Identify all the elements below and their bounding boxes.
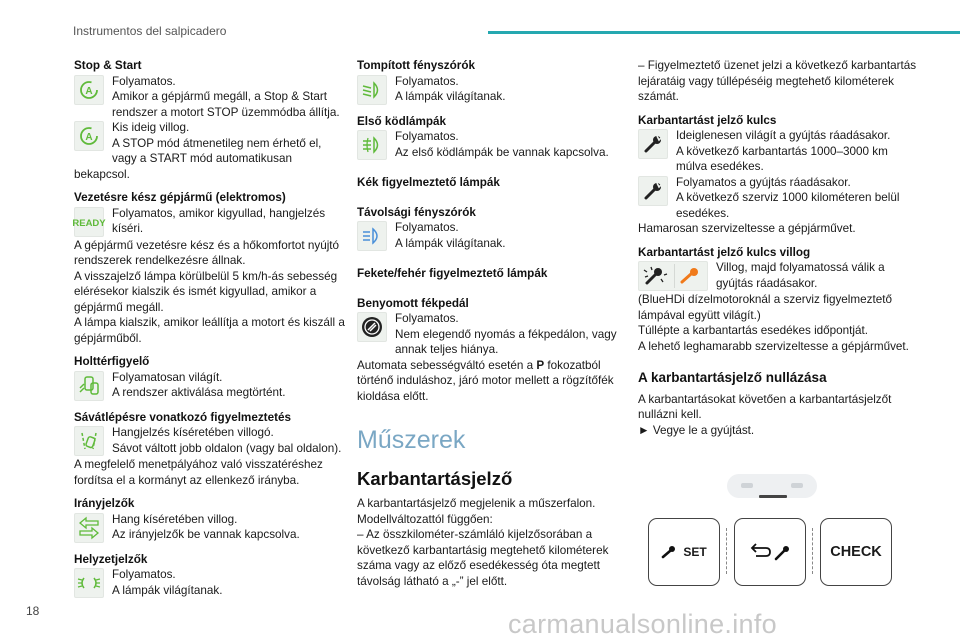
spanner-para: Hamarosan szervizeltesse a gépjárművet. xyxy=(638,222,856,235)
lane-para: A megfelelő menetpályához való visszatéréshez fordítsa el a kormányt az ellenkező irányba. xyxy=(74,458,323,487)
ready-para-2: A visszajelző lámpa körülbelül 5 km/h-ás sebesség elérésekor kialszik és ismét kigyullad, amikor a gépjármű megáll. xyxy=(74,269,338,314)
sidelights-icon xyxy=(74,568,104,598)
running-header: Instrumentos del salpicadero xyxy=(73,24,227,38)
main-beam-desc: A lámpák világítanak. xyxy=(395,236,506,250)
position-desc: A lámpák világítanak. xyxy=(112,583,223,597)
spanner-icon xyxy=(638,176,668,206)
brake-continuous: Folyamatos. xyxy=(395,312,459,325)
column-1 xyxy=(74,58,346,599)
spanner-flash-para-3: A lehető leghamarabb szervizeltesse a gépjárművet. xyxy=(638,339,909,353)
button-divider xyxy=(726,528,727,574)
blind-spot-row xyxy=(74,370,346,402)
main-beam-row xyxy=(357,220,619,252)
spanner-row-1 xyxy=(638,128,918,175)
return-spanner-button[interactable] xyxy=(734,518,806,586)
spanner-icon xyxy=(661,545,679,559)
stop-start-flashing-desc: A STOP mód átmenetileg nem érhető el, vagy a START mód automatikusan bekapcsol. xyxy=(74,136,322,181)
indicators-flashing: Hang kíséretében villog. xyxy=(112,512,238,526)
spanner-icon xyxy=(638,129,668,159)
ready-title: Vezetésre kész gépjármű (elektromos) xyxy=(74,191,286,204)
section-title: Műszerek xyxy=(357,426,466,454)
fog-continuous: Folyamatos. xyxy=(395,130,459,143)
brake-title: Benyomott fékpedál xyxy=(357,296,469,310)
position-title: Helyzetjelzők xyxy=(74,552,148,566)
dipped-row xyxy=(357,74,619,106)
spanner-row-2 xyxy=(638,175,918,222)
lane-flashing: Hangjelzés kíséretében villogó. xyxy=(112,426,274,439)
stop-start-continuous: Folyamatos. xyxy=(112,74,176,88)
service-para-3: – Az összkilométer-számláló kijelzősorában a következő karbantartásig megtehető kilométerek száma vagy az előző esedékesség óta megtett távolság látható a „-” jel előtt. xyxy=(357,528,609,588)
lane-departure-icon xyxy=(74,426,104,456)
spanner-flash-row xyxy=(638,260,918,292)
svg-text:A: A xyxy=(85,132,93,143)
dipped-beam-icon xyxy=(357,75,387,105)
brake-row xyxy=(357,311,619,358)
display-dash xyxy=(759,495,787,498)
service-para-4: – Figyelmeztető üzenet jelzi a következő karbantartás lejáratáig vagy túllépéséig megtehető kilométerek számát. xyxy=(638,59,917,103)
reset-title: A karbantartásjelző nullázása xyxy=(638,370,827,385)
main-beam-icon xyxy=(357,221,387,251)
reset-para-2: ► Vegye le a gyújtást. xyxy=(638,423,755,437)
ready-row xyxy=(74,206,346,238)
brake-para xyxy=(357,358,619,405)
brake-para-a: Automata sebességváltó esetén a xyxy=(357,358,537,372)
set-button[interactable] xyxy=(648,518,720,586)
brake-para-c: fokozatból történő induláshoz, járó motor mellett a rögzítőfék kioldása előtt. xyxy=(357,358,614,403)
spanner-flash-title: Karbantartást jelző kulcs villog xyxy=(638,245,811,259)
bw-lamps-title: Fekete/fehér figyelmeztető lámpák xyxy=(357,267,548,280)
blue-lamps-title: Kék figyelmeztető lámpák xyxy=(357,176,500,189)
display-segment xyxy=(791,483,803,488)
brake-para-p: P xyxy=(536,358,545,372)
set-button-label: SET xyxy=(683,545,707,559)
page-number: 18 xyxy=(26,604,40,618)
spanner-flash-para-2: Túllépte a karbantartás esedékes időpontját. xyxy=(638,324,869,337)
position-row xyxy=(74,567,346,599)
indicators-desc: Az irányjelzők be vannak kapcsolva. xyxy=(112,528,300,541)
main-beam-continuous: Folyamatos. xyxy=(395,221,459,234)
indicators-title: Irányjelzők xyxy=(74,497,135,510)
fog-title: Első ködlámpák xyxy=(357,114,446,128)
column-3 xyxy=(638,58,918,438)
fog-desc: Az első ködlámpák be vannak kapcsolva. xyxy=(395,145,609,159)
odometer-display-illustration xyxy=(727,474,817,498)
spanner-flash-para-1: (BlueHDi dízelmotoroknál a szerviz figyelmeztető lámpával együtt világít.) xyxy=(638,293,892,322)
blind-spot-title: Holttérfigyelő xyxy=(74,355,150,368)
blind-spot-desc: A rendszer aktiválása megtörtént. xyxy=(112,386,286,399)
blind-spot-continuous: Folyamatosan világít. xyxy=(112,370,223,384)
spanner-continuous-desc: A következő szerviz 1000 kilométeren belül esedékes. xyxy=(676,191,900,220)
dipped-title: Tompított fényszórók xyxy=(357,59,475,72)
spanner-continuous: Folyamatos a gyújtás ráadásakor. xyxy=(676,175,851,189)
stop-start-flashing: Kis ideig villog. xyxy=(112,121,190,134)
service-para-2: Modellváltozattól függően: xyxy=(357,512,493,526)
service-title: Karbantartásjelző xyxy=(357,468,513,489)
position-continuous: Folyamatos. xyxy=(112,568,176,581)
service-para-1: A karbantartásjelző megjelenik a műszerfalon. xyxy=(357,497,596,510)
turn-signal-icon xyxy=(74,513,104,543)
ready-desc: Folyamatos, amikor kigyullad, hangjelzés kíséri. xyxy=(112,206,326,235)
reset-para-1: A karbantartásokat követően a karbantartásjelzőt nullázni kell. xyxy=(638,392,892,421)
lane-row xyxy=(74,425,346,457)
fog-row xyxy=(357,129,619,161)
svg-text:READY: READY xyxy=(72,217,106,229)
column-2 xyxy=(357,58,619,589)
dipped-desc: A lámpák világítanak. xyxy=(395,90,506,103)
check-button-label: CHECK xyxy=(830,544,882,560)
spanner-flashing-icon xyxy=(638,261,708,291)
ready-para-1: A gépjármű vezetésre kész és a hőkomfortot nyújtó rendszerek rendelkezésre állnak. xyxy=(74,238,340,267)
check-button[interactable] xyxy=(820,518,892,586)
button-divider xyxy=(812,528,813,574)
main-beam-title: Távolsági fényszórók xyxy=(357,205,476,219)
stop-start-title: Stop & Start xyxy=(74,59,142,72)
front-fog-icon xyxy=(357,130,387,160)
stop-start-continuous-desc: Amikor a gépjármű megáll, a Stop & Start rendszer a motort STOP üzemmódba állítja. xyxy=(112,90,340,119)
lane-title: Sávátlépésre vonatkozó figyelmeztetés xyxy=(74,410,291,424)
return-arrow-icon xyxy=(748,543,792,561)
header-accent-bar xyxy=(488,31,960,34)
svg-text:A: A xyxy=(85,85,93,97)
spanner-temp: Ideiglenesen világít a gyújtás ráadásakor. xyxy=(676,129,891,142)
ready-para-3: A lámpa kialszik, amikor leállítja a motort és kiszáll a gépjárműből. xyxy=(74,316,345,345)
stop-start-auto-icon xyxy=(74,75,104,105)
spanner-title: Karbantartást jelző kulcs xyxy=(638,113,777,127)
stop-start-auto-icon xyxy=(74,121,104,151)
stop-start-row-1 xyxy=(74,74,346,121)
ready-icon xyxy=(74,207,104,237)
brake-pedal-icon xyxy=(357,312,387,342)
spanner-temp-desc: A következő karbantartás 1000–3000 km múlva esedékes. xyxy=(676,144,888,173)
spanner-flash-desc: Villog, majd folyamatossá válik a gyújtás ráadásakor. xyxy=(716,261,885,290)
watermark: carmanualsonline.info xyxy=(508,609,777,639)
blind-spot-icon xyxy=(74,371,104,401)
lane-desc: Sávot váltott jobb oldalon (vagy bal oldalon). xyxy=(112,441,342,455)
stop-start-row-2 xyxy=(74,120,346,182)
dipped-continuous: Folyamatos. xyxy=(395,74,459,88)
indicators-row xyxy=(74,512,346,544)
brake-desc: Nem elegendő nyomás a fékpedálon, vagy annak teljes hiánya. xyxy=(395,327,617,356)
display-segment xyxy=(741,483,753,488)
